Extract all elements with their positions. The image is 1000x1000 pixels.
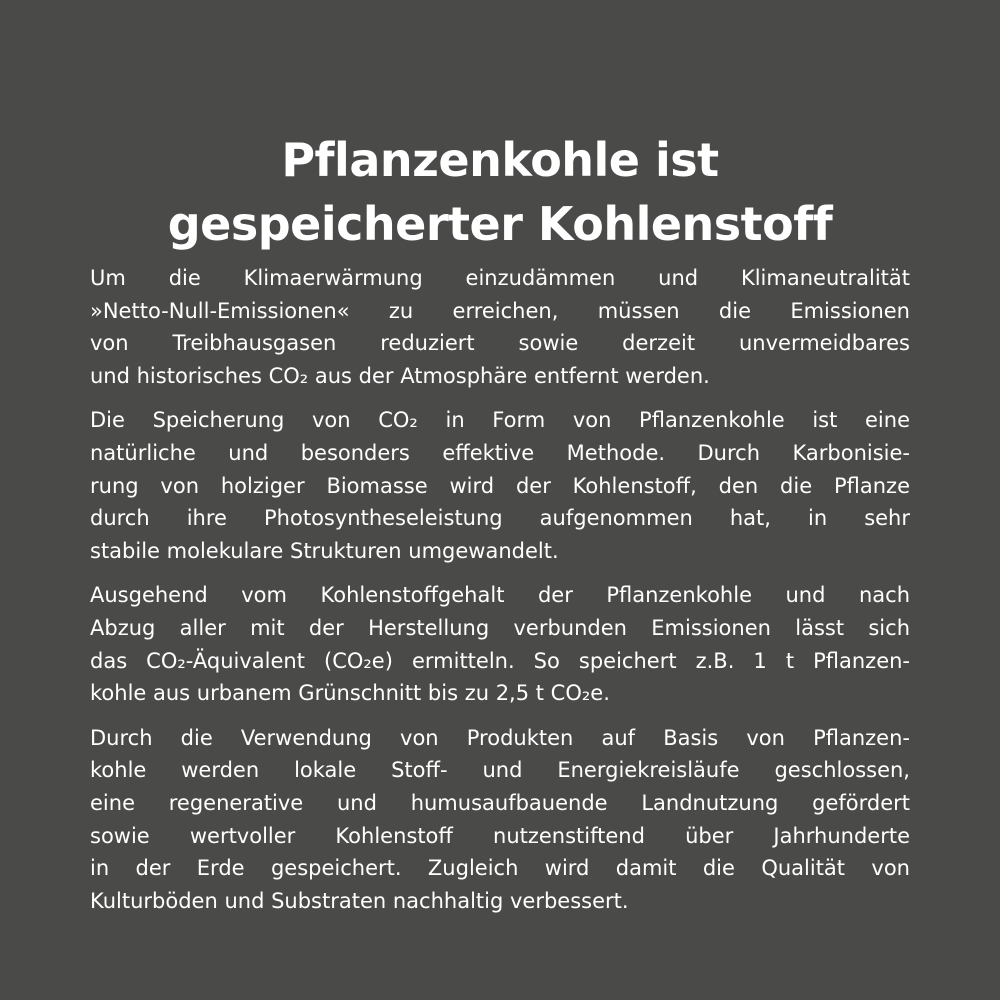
paragraph-1	[90, 262, 910, 392]
paragraph-line: Um die Klimaerwärmung einzudämmen und Klimaneutralität	[90, 266, 910, 290]
paragraph-line: »Netto-Null-Emissionen« zu erreichen, müssen die Emissionen	[90, 298, 910, 323]
paragraph-line: natürliche und besonders effektive Methode. Durch Karbonisie-	[90, 440, 910, 465]
paragraph-line: das CO₂-Äquivalent (CO₂e) ermitteln. So speichert z.B. 1 t Pflanzen-	[90, 648, 910, 673]
paragraph-line: kohle aus urbanem Grünschnitt bis zu 2,5 t CO₂e.	[90, 681, 610, 706]
body-text	[90, 262, 910, 929]
paragraph-line: kohle werden lokale Stoff- und Energiekreisläufe geschlossen,	[90, 758, 910, 783]
paragraph-line: Durch die Verwendung von Produkten auf Basis von Pflanzen-	[90, 725, 910, 750]
paragraph-line: Kulturböden und Substraten nachhaltig verbessert.	[90, 888, 629, 913]
paragraph-line: und historisches CO₂ aus der Atmosphäre entfernt werden.	[90, 363, 710, 388]
paragraph-line: stabile molekulare Strukturen umgewandelt.	[90, 538, 559, 563]
paragraph-line: von Treibhausgasen reduziert sowie derzeit unvermeidbares	[90, 331, 910, 356]
paragraph-3	[90, 579, 910, 709]
paragraph-line: sowie wertvoller Kohlenstoff nutzenstiftend über Jahrhunderte	[90, 823, 910, 848]
title-line-2: gespeicherter Kohlenstoff	[167, 197, 833, 251]
paragraph-4	[90, 722, 910, 918]
paragraph-line: durch ihre Photosyntheseleistung aufgenommen hat, in sehr	[90, 506, 910, 531]
paragraph-line: Die Speicherung von CO₂ in Form von Pflanzenkohle ist eine	[90, 408, 910, 433]
page-title	[0, 128, 1000, 256]
paragraph-2	[90, 404, 910, 567]
paragraph-line: in der Erde gespeichert. Zugleich wird damit die Qualität von	[90, 856, 910, 881]
paragraph-line: Ausgehend vom Kohlenstoffgehalt der Pflanzenkohle und nach	[90, 583, 910, 608]
paragraph-line: rung von holziger Biomasse wird der Kohlenstoff, den die Pflanze	[90, 473, 910, 498]
paragraph-line: eine regenerative und humusaufbauende Landnutzung gefördert	[90, 790, 910, 815]
paragraph-line: Abzug aller mit der Herstellung verbunden Emissionen lässt sich	[90, 615, 910, 640]
title-line-1: Pflanzenkohle ist	[281, 133, 719, 187]
